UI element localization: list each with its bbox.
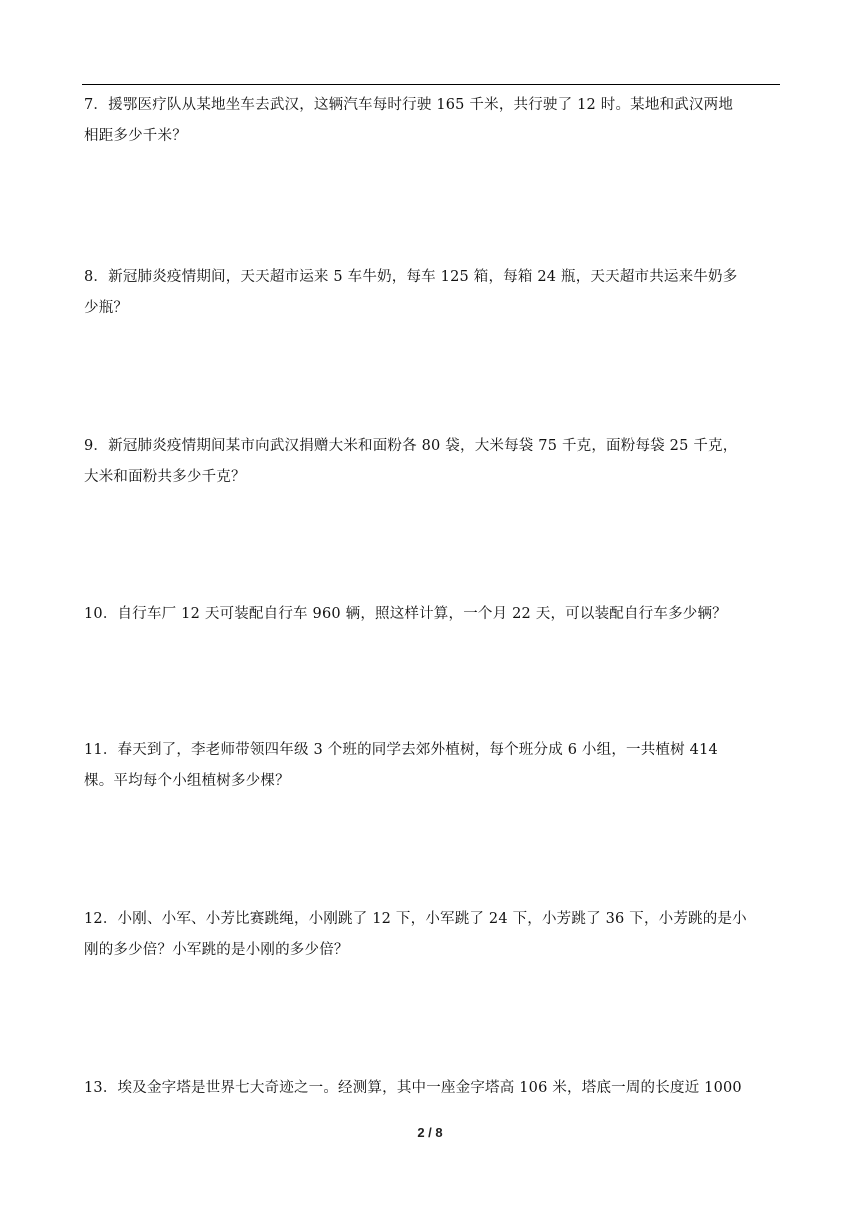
question-11: [84, 735, 774, 797]
page-number: 2 / 8: [417, 1125, 443, 1140]
question-11-line-1: 11．春天到了，李老师带领四年级 3 个班的同学去郊外植树，每个班分成 6 小组，一共植树 414: [84, 742, 718, 758]
question-13-line-1: 13．埃及金字塔是世界七大奇迹之一。经测算，其中一座金字塔高 106 米，塔底一周的长度近 1000: [84, 1080, 742, 1096]
question-7-line-2: 相距多少千米？: [84, 128, 187, 144]
question-8: [84, 262, 774, 324]
question-8-line-2: 少瓶？: [84, 300, 129, 316]
question-13: [84, 1073, 774, 1104]
question-7-line-1: 7．援鄂医疗队从某地坐车去武汉，这辆汽车每时行驶 165 千米，共行驶了 12 时。某地和武汉两地: [84, 97, 734, 113]
question-10: [84, 599, 774, 630]
question-12-line-1: 12．小刚、小军、小芳比赛跳绳，小刚跳了 12 下，小军跳了 24 下，小芳跳了 36 下，小芳跳的是小: [84, 911, 747, 927]
question-12-line-2: 刚的多少倍？小军跳的是小刚的多少倍？: [84, 942, 349, 958]
question-7: [84, 90, 774, 152]
question-8-line-1: 8．新冠肺炎疫情期间，天天超市运来 5 车牛奶，每车 125 箱，每箱 24 瓶，天天超市共运来牛奶多: [84, 269, 738, 285]
header-rule: [82, 84, 780, 85]
question-11-line-2: 棵。平均每个小组植树多少棵？: [84, 773, 290, 789]
question-9-line-2: 大米和面粉共多少千克？: [84, 469, 246, 485]
question-12: [84, 904, 774, 966]
question-9-line-1: 9．新冠肺炎疫情期间某市向武汉捐赠大米和面粉各 80 袋，大米每袋 75 千克，面粉每袋 25 千克，: [84, 438, 738, 454]
question-9: [84, 431, 774, 493]
question-10-line-1: 10．自行车厂 12 天可装配自行车 960 辆，照这样计算，一个月 22 天，可以装配自行车多少辆？: [84, 606, 727, 622]
